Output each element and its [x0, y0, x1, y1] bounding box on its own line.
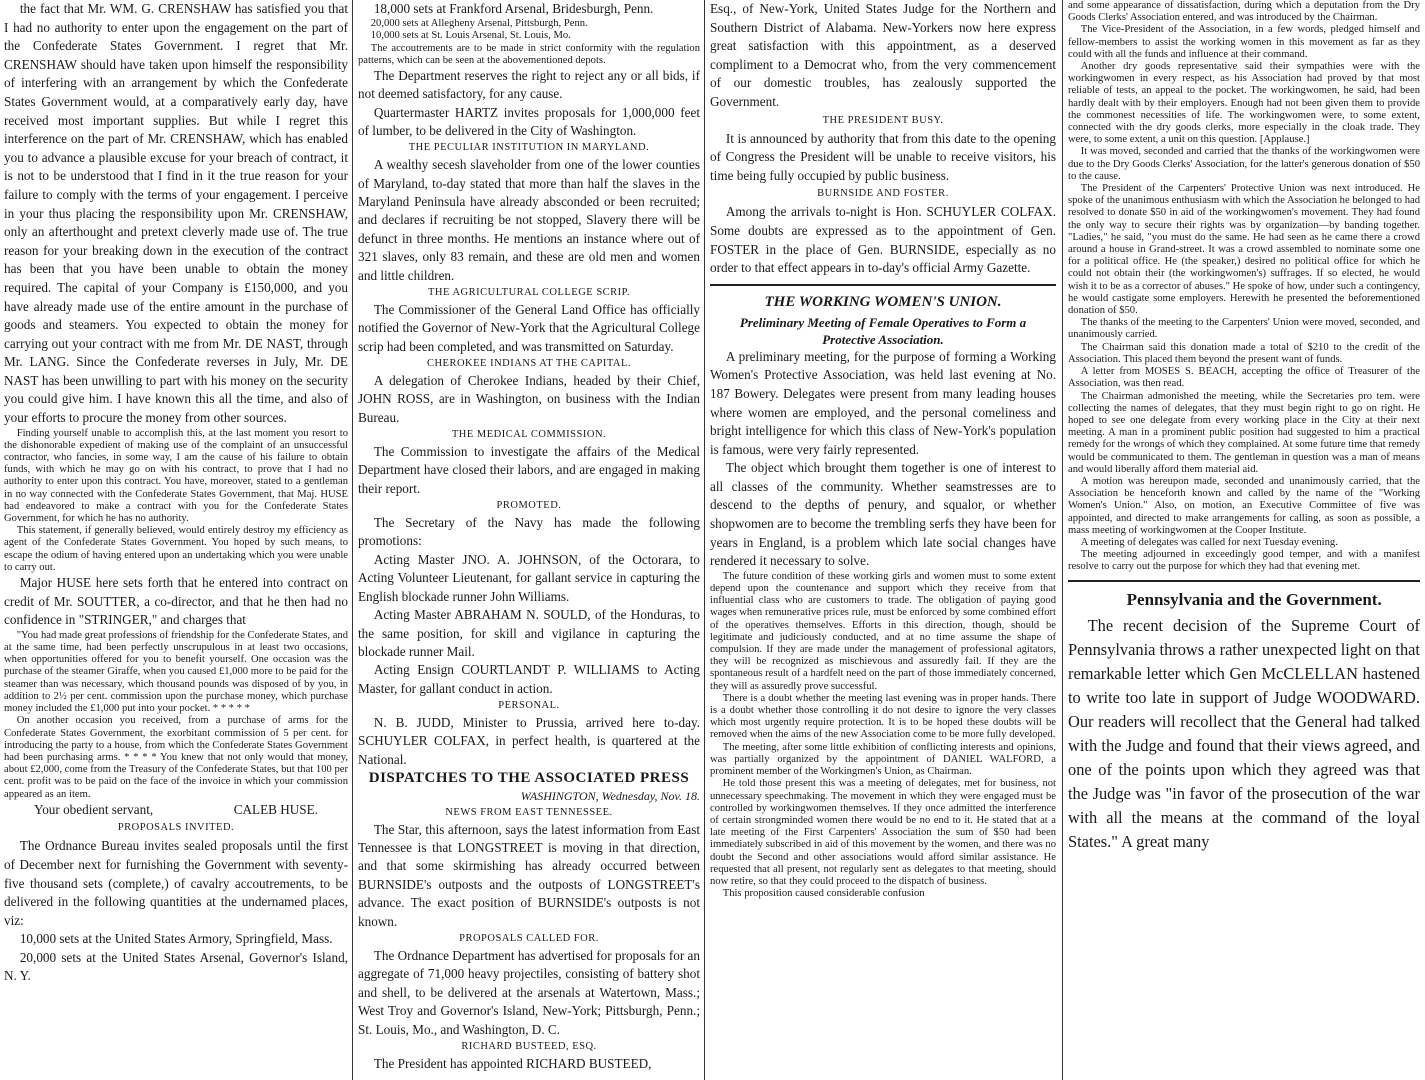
column-2 — [358, 0, 700, 1080]
article-paragraph: 10,000 sets at St. Louis Arsenal, St. Louis, Mo. — [370, 30, 571, 42]
article-paragraph: The Star, this afternoon, says the latest information from East Tennessee is that LONGSTREET is moving in that direction, and that some skirmishing has already occurred between BURNSIDE's outposts and the outposts of LONGSTREET's advance. The exact position of BURNSIDE's outposts is not known. — [358, 821, 700, 929]
article-paragraph: This proposition caused considerable confusion — [722, 888, 925, 900]
column-rule — [704, 0, 705, 1080]
article-paragraph: Esq., of New-York, United States Judge for the Northern and Southern District of Alabama. New-Yorkers now here express great satisfaction with this appointment, as a deserved compliment to a Democrat who, from the very commencement of our domestic troubles, has zealously supported the Government. — [710, 1, 1056, 109]
article-headline: THE WORKING WOMEN'S UNION. — [764, 293, 1002, 310]
article-paragraph: This statement, if generally believed, would entirely destroy my efficiency as agent of the Confederate States Government. You hoped by such means, to escape the odium of having entered upon an undertaking which you were unable to carry out. — [4, 525, 348, 573]
article-paragraph: The thanks of the meeting to the Carpenters' Union were moved, seconded, and unanimously carried. — [1068, 317, 1420, 341]
article-paragraph: The accoutrements are to be made in strict conformity with the regulation patterns, which can be seen at the abovementioned depots. — [358, 42, 700, 66]
article-paragraph: The President has appointed RICHARD BUSTEED, — [373, 1055, 652, 1071]
article-paragraph: N. B. JUDD, Minister to Prussia, arrived here to-day. SCHUYLER COLFAX, in perfect health, is quartered at the National. — [358, 714, 700, 767]
article-paragraph: A preliminary meeting, for the purpose of forming a Working Women's Protective Association, was held last evening at No. 187 Bowery. Delegates were present from many leading houses where women are employed, and the personal comeliness and bright intelligence for which this class of New-York's population is famous, were very fairly represented. — [710, 348, 1056, 457]
article-paragraph: The object which brought them together is one of interest to all classes of the community. Whether seamstresses are to descend to the depths of penury, and squalor, or whether shopwomen are to become the trembling serfs they have been for years in England, is a problem which late social changes have rendered it necessary to solve. — [710, 460, 1056, 569]
article-paragraph: Finding yourself unable to accomplish this, at the last moment you resort to the dishonorable expedient of making use of the complaint of an unsuccessful contractor, who fancies, in some way, I am the cause of his failure to obtain funds, with which he may go on with his contract, to prove that I had no authority to enter upon this contract. You have, moreover, stated to a gentleman in no way connected with the Confederate States Government, that Maj. HUSE had endeavored to make a contract with you for the Confederate States Government, for which he has no authority. — [4, 427, 348, 525]
article-paragraph: There is a doubt whether the meeting last evening was in proper hands. There is a doubt whether those controlling it do not desire to ignore the very classes which most urgently require protection. It is to be hoped these doubts will be removed when the aims of the new Association come to be more fully developed. — [710, 692, 1056, 741]
section-heading: PROMOTED. — [496, 500, 562, 512]
article-paragraph: Among the arrivals to-night is Hon. SCHUYLER COLFAX. Some doubts are expressed as to the appointment of Gen. FOSTER in the place of Gen. BURNSIDE, especially as no order to that effect appears in to-day's official Army Gazette. — [710, 204, 1056, 276]
section-heading: PROPOSALS CALLED FOR. — [459, 933, 599, 945]
article-paragraph: Acting Master JNO. A. JOHNSON, of the Octorara, to Acting Volunteer Lieutenant, for gallant service in capturing the English blockade runner John Williams. — [358, 551, 700, 604]
article-paragraph: The meeting adjourned in exceedingly good temper, and with a manifest resolve to carry out the purpose for which they had that evening met. — [1068, 549, 1420, 573]
section-heading: BURNSIDE AND FOSTER. — [817, 188, 949, 200]
article-paragraph: A wealthy secesh slaveholder from one of the lower counties of Maryland, to-day stated that more than half the slaves in the Maryland Peninsula have already absconded or been recruited; and declares if recruiting be not stopped, Slavery there will be defunct in three months. He mentions an instance where out of 321 slaves, only 83 remain, and these are old men and women and little children. — [358, 157, 700, 283]
article-paragraph: It was moved, seconded and carried that the thanks of the workingwomen were due to the Dry Goods Clerks' Association, for the latter's generous donation of $50 to the cause. — [1068, 146, 1420, 182]
article-paragraph: Major HUSE here sets forth that he entered into contract on credit of Mr. SOUTTER, a co-director, and that he then had no confidence in "STRINGER," and charges that — [4, 575, 348, 628]
section-heading: PROPOSALS INVITED. — [117, 822, 235, 834]
article-paragraph: He told those present this was a meeting of delegates, met for business, not unnecessary speechmaking. The movement in which they were engaged must be controlled by workingwomen themselves. If they once admitted the interference of certain strongminded women there would be no end to it. He stated that at a late meeting of the First Carpenters' Association the sum of $50 had been immediately subscribed in aid of this movement by the women, and there was no doubt the Second and other associations would afford similar assistance. He requested that all present, not regularly sent as delegates to that meeting, should now retire, so that they could proceed to the dispatch of business. — [710, 778, 1056, 887]
column-rule — [352, 0, 353, 1080]
article-paragraph: The Department reserves the right to reject any or all bids, if not deemed satisfactory, for any cause. — [358, 67, 700, 102]
section-heading: NEWS FROM EAST TENNESSEE. — [445, 806, 613, 818]
article-paragraph: 10,000 sets at the United States Armory, Springfield, Mass. — [19, 931, 333, 947]
article-subheadline: Preliminary Meeting of Female Operatives to Form a Protective Association. — [739, 314, 1027, 347]
article-paragraph: The Commission to investigate the affairs of the Medical Department have closed their labors, and are engaged in making their report. — [358, 444, 700, 496]
article-headline: Pennsylvania and the Government. — [1126, 589, 1382, 609]
section-heading: RICHARD BUSTEED, ESQ. — [461, 1040, 597, 1052]
section-divider — [1068, 580, 1420, 582]
signature-closing: Your obedient servant, — [34, 801, 154, 817]
dateline: WASHINGTON, Wednesday, Nov. 18. — [520, 788, 700, 803]
article-paragraph: 20,000 sets at the United States Arsenal, Governor's Island, N. Y. — [4, 949, 348, 984]
article-paragraph: The Chairman said this donation made a total of $210 to the credit of the Association. This placed them beyond the present want of funds. — [1068, 341, 1420, 365]
section-heading: PERSONAL. — [498, 700, 560, 712]
dispatches-headline: DISPATCHES TO THE ASSOCIATED PRESS — [368, 770, 690, 787]
article-paragraph: Acting Master ABRAHAM N. SOULD, of the Honduras, to the same position, for skill and vigilance in capturing the blockade runner Mail. — [358, 607, 700, 659]
section-heading: THE MEDICAL COMMISSION. — [451, 429, 607, 441]
column-3 — [710, 0, 1056, 1080]
article-paragraph: "You had made great professions of friendship for the Confederate States, and at the same time, had been perfectly unscrupulous in at least two occasions, when opportunities offered for you to benefit yourself. One occasion was the purchase of the steamer Giraffe, when you caused £1,000 more to be paid for the steamer than was necessary, which thousand pounds was disposed of by you, in addition to 2½ per cent. commission upon the purchase money, which purchase money included the £1,000 put into your pocket. * * * * * — [4, 629, 348, 715]
section-heading: THE AGRICULTURAL COLLEGE SCRIP. — [428, 287, 630, 299]
article-paragraph: On another occasion you received, from a purchase of arms for the Confederate States Government, the exorbitant commission of 5 per cent. for introducing the party to a house, from which the Confederate States Government had been purchasing arms. * * * * You knew that not only would that money, about £2,000, come from the Treasury of the Confederate States, but that 100 per cent. profit was to be paid on the face of the invoice in which your commission appeared as an item. — [4, 715, 348, 800]
section-divider — [710, 284, 1056, 286]
column-4 — [1068, 0, 1420, 1080]
section-heading: THE PECULIAR INSTITUTION IN MARYLAND. — [408, 142, 650, 154]
article-paragraph: and some appearance of dissatisfaction, during which a deputation from the Dry Goods Clerks' Association entered, and was introduced by the Chairman. — [1068, 0, 1420, 24]
article-paragraph: 18,000 sets at Frankford Arsenal, Bridesburgh, Penn. — [373, 1, 654, 16]
article-paragraph: 20,000 sets at Allegheny Arsenal, Pittsburgh, Penn. — [370, 18, 588, 30]
article-paragraph: The recent decision of the Supreme Court of Pennsylvania throws a rather unexpected light on that remarkable letter which Gen McCLELLAN hastened to write too late in support of Judge WOODWARD. Our readers will recollect that the General had talked with the Judge and found that their views agreed, and one of the points upon which they agreed was that the Judge was "in favor of the prosecution of the war with all the means at the command of the loyal States." A great many — [1068, 615, 1420, 851]
article-paragraph: A delegation of Cherokee Indians, headed by their Chief, JOHN ROSS, are in Washington, on business with the Indian Bureau. — [358, 372, 700, 425]
section-heading: THE PRESIDENT BUSY. — [822, 114, 944, 126]
article-paragraph: Acting Ensign COURTLANDT P. WILLIAMS to Acting Master, for gallant conduct in action. — [358, 662, 700, 696]
article-paragraph: The Chairman admonished the meeting, while the Secretaries pro tem. were collecting the names of delegates, that they must begin right to go on right. He hoped to see one delegate from every working place in the City at their next meeting. A man in a prominent public position had suggested to him a practical remedy for the wrongs of which they complained. At some future time that remedy would be communicated to them. The gentleman in question was a man of means and would liberally afford them material aid. — [1068, 390, 1420, 475]
article-paragraph: The Secretary of the Navy has made the following promotions: — [358, 515, 700, 549]
article-paragraph: The Vice-President of the Association, in a few words, pledged himself and fellow-members to assist the working women in this movement as far as they could with all the funds and influence at their command. — [1068, 24, 1420, 60]
article-paragraph: A motion was hereupon made, seconded and unanimously carried, that the Association be henceforth known and called by the name of the "Working Women's Union." Also, on motion, an Executive Committee of five was appointed, and directed to make arrangements for calling, as soon as possible, a mass meeting of workingwomen at the Cooper Institute. — [1068, 475, 1420, 536]
article-paragraph: the fact that Mr. WM. G. CRENSHAW has satisfied you that I had no authority to enter upon the engagement on the part of the Confederate States Government. I regret that Mr. CRENSHAW should have taken upon himself the responsibility of interfering with an arrangement by which the Confederate States Government would, at a comparatively early day, have received most important supplies. But while I regret this interference on the part of Mr. CRENSHAW, which has enabled you to advance a plausible excuse for your breach of contract, it is not to be understood that I find in it the true reason for your failure to comply with the terms of your engagement. I perceive in your thus placing the responsibility upon Mr. CRENSHAW, only an afterthought and pretext cleverly made use of. The true reason for your breaking down in the execution of the contract has been that you have been unable to obtain the money required. The capital of your Company is £150,000, and you have already made use of the entire amount in the purchase of goods and steamers. You expected to obtain the money for carrying out your contract with me from Mr. DE NAST, through Mr. LANG. Since the Confederate reverses in July, Mr. DE NAST has been unwilling to part with his money on the security you could give him. I have known this all the time, and also of your efforts to procure the money from other sources. — [4, 1, 348, 426]
article-paragraph: The Ordnance Department has advertised for proposals for an aggregate of 71,000 heavy projectiles, consisting of battery shot and shell, to be delivered at the arsenals at Watertown, Mass.; West Troy and Governor's Island, New-York; Pittsburgh, Penn.; St. Louis, Mo., and Washington, D. C. — [358, 947, 700, 1037]
column-rule — [1062, 0, 1063, 1080]
article-paragraph: Quartermaster HARTZ invites proposals for 1,000,000 feet of lumber, to be delivered in the City of Washington. — [358, 104, 700, 138]
section-heading: CHEROKEE INDIANS AT THE CAPITAL. — [426, 358, 632, 370]
article-paragraph: The future condition of these working girls and women must to some extent depend upon the countenance and support which they receive from that influential class who are customers to trade. The obligation of paying good wages when remunerative prices rule, must be enforced by some combined effort of the operatives themselves. Efforts in this direction, though, should be legitimate and judiciously conducted, and at no time assume the shape of compulsion. If they are made under the management of professional agitators, they will be recognized as mischievous and assuredly fail. If they are the spontaneous result of a hardfelt need on the part of those immediately concerned, they will as assuredly prove successful. — [710, 570, 1056, 692]
article-paragraph: It is announced by authority that from this date to the opening of Congress the President will be unable to receive visitors, his time being fully occupied by public business. — [710, 130, 1056, 183]
signature-name: CALEB HUSE. — [233, 801, 318, 817]
article-paragraph: The meeting, after some little exhibition of conflicting interests and opinions, was partially organized by the appointment of DANIEL WALFORD, a prominent member of the Workingmen's Union, as Chairman. — [710, 741, 1056, 778]
article-paragraph: The President of the Carpenters' Protective Union was next introduced. He spoke of the unanimous enthusiasm with which the Association he belonged to had resolved to donate $50 in aid of the workingwomen's movement. They had found the only way to secure their rights was by organization—by banding together. "Ladies," he said, "you must do the same. He had seen as he came there a crowd around a house in Grand-street. It was a crowd assembled to nominate some one for a political office. He (the speaker,) desired no political office for which he could not obtain their (the workingwomen's) suffrages. If so elected, he would wish it to be as a corrector of abuses." He spoke of how, under such a contingency, he would castigate some employers. Herewith he presented the beforementioned donation of $50. — [1068, 183, 1420, 317]
article-paragraph: Another dry goods representative said their sympathies were with the workingwomen in every respect, as his Association had proved by that most reliable of tests, an appeal to the pocket. The workingwomen, he said, had been hardly dealt with by their employers. Enough had not been given them to provide the commonest necessities of life. The workingwomen were, to some extent, connected with the dry goods clerks, more especially in the cloak trade. They were, to some extent, a unit on this question. [Applause.] — [1068, 61, 1420, 146]
article-paragraph: A letter from MOSES S. BEACH, accepting the office of Treasurer of the Association, was then read. — [1068, 366, 1420, 390]
signature — [4, 801, 348, 820]
article-paragraph: A meeting of delegates was called for next Tuesday evening. — [1080, 536, 1338, 548]
article-paragraph: The Ordnance Bureau invites sealed proposals until the first of December next for furnishing the Government with seventy-five thousand sets (complete,) of cavalry accoutrements, to be delivered in the following quantities at the undernamed places, viz: — [4, 838, 348, 928]
column-1 — [4, 0, 348, 1080]
article-paragraph: The Commissioner of the General Land Office has officially notified the Governor of New-York that the Agricultural College scrip had been completed, and was transmitted on Saturday. — [358, 301, 700, 354]
